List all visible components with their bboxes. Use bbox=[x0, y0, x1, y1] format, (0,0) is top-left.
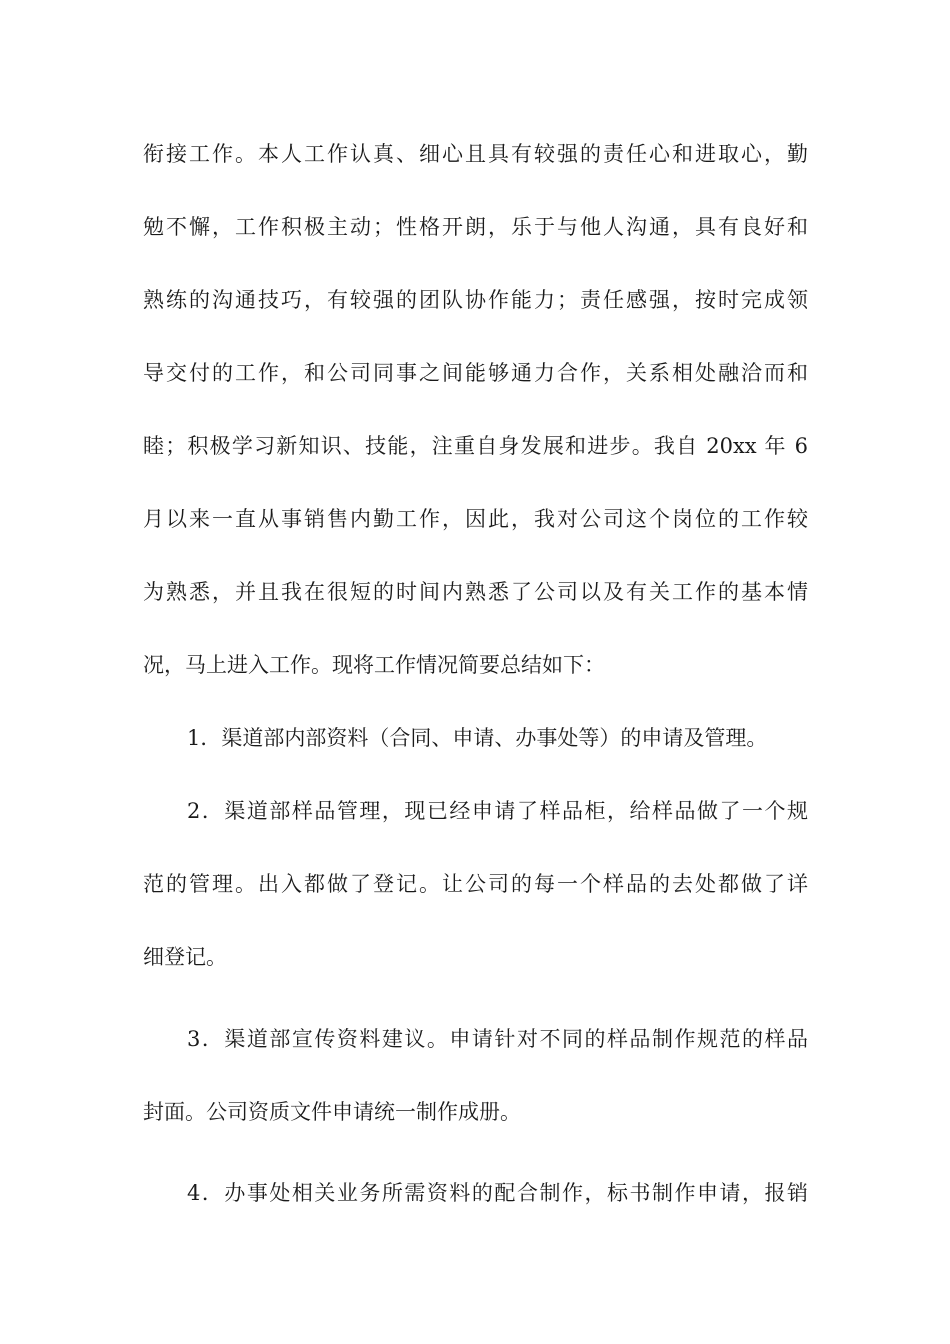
list-item-1: 1．渠道部内部资料（合同、申请、办事处等）的申请及管理。 bbox=[187, 726, 768, 750]
list-item-2: 2．渠道部样品管理，现已经申请了样品柜，给样品做了一个规 bbox=[187, 799, 808, 823]
list-item-2-end: 细登记。 bbox=[143, 945, 227, 969]
text-line-8: 况，马上进入工作。现将工作情况简要总结如下： bbox=[143, 653, 605, 677]
text-line-2: 勉不懈，工作积极主动；性格开朗，乐于与他人沟通，具有良好和 bbox=[143, 215, 808, 239]
list-item-3-end: 封面。公司资质文件申请统一制作成册。 bbox=[143, 1100, 521, 1124]
text-line-1: 衔接工作。本人工作认真、细心且具有较强的责任心和进取心，勤 bbox=[143, 142, 808, 166]
text-line-4: 导交付的工作，和公司同事之间能够通力合作，关系相处融洽而和 bbox=[143, 361, 808, 385]
list-item-4: 4．办事处相关业务所需资料的配合制作，标书制作申请，报销 bbox=[187, 1181, 808, 1205]
list-item-3: 3．渠道部宣传资料建议。申请针对不同的样品制作规范的样品 bbox=[187, 1027, 808, 1051]
text-line-3: 熟练的沟通技巧，有较强的团队协作能力；责任感强，按时完成领 bbox=[143, 288, 808, 312]
text-line-7: 为熟悉，并且我在很短的时间内熟悉了公司以及有关工作的基本情 bbox=[143, 580, 808, 604]
text-line-5: 睦；积极学习新知识、技能，注重自身发展和进步。我自 20xx 年 6 bbox=[143, 434, 808, 458]
list-item-2-continued: 范的管理。出入都做了登记。让公司的每一个样品的去处都做了详 bbox=[143, 872, 808, 896]
text-line-6: 月以来一直从事销售内勤工作，因此，我对公司这个岗位的工作较 bbox=[143, 507, 808, 531]
